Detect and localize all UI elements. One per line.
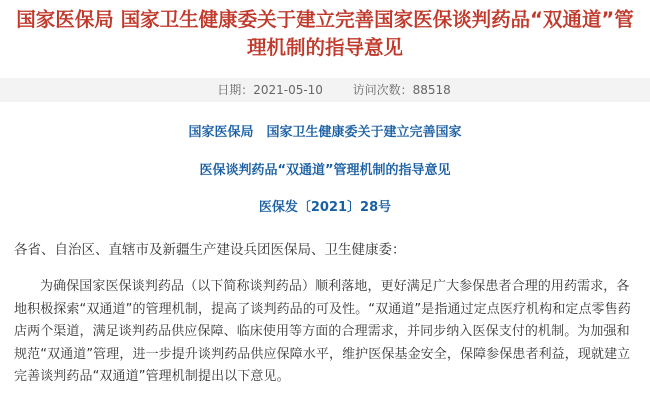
article-title: 国家医保局 国家卫生健康委关于建立完善国家医保谈判药品“双通道”管理机制的指导意见 — [16, 8, 634, 59]
date-value: 2021-05-10 — [253, 83, 323, 97]
document-number: 医保发〔2021〕28号 — [258, 200, 392, 215]
visits-value: 88518 — [412, 83, 451, 97]
document-heading-line-1: 国家医保局 国家卫生健康委关于建立完善国家 — [188, 125, 462, 140]
addressee-line: 各省、自治区、直辖市及新疆生产建设兵团医保局、卫生健康委： — [14, 242, 406, 258]
date-label: 日期： — [217, 83, 254, 97]
document-heading-line-2: 医保谈判药品“双通道”管理机制的指导意见 — [199, 163, 451, 178]
visits-label: 访问次数： — [352, 83, 413, 97]
body-paragraph: 为确保国家医保谈判药品（以下简称谈判药品）顺利落地，更好满足广大参保患者合理的用药需求，各地积极探索“双通道”的管理机制，提高了谈判药品的可及性。“双通道”是指通过定点医疗机构和定点零售药店两个渠道，满足谈判药品供应保障、临床使用等方面的合理需求，并同步纳入医保支付的机制。为加强和规范“双通道”管理，进一步提升谈判药品供应保障水平，维护医保基金安全，保障参保患者利益，现就建立完善谈判药品“双通道”管理机制提出以下意见。 — [14, 279, 631, 384]
article-meta-bar — [0, 78, 650, 102]
